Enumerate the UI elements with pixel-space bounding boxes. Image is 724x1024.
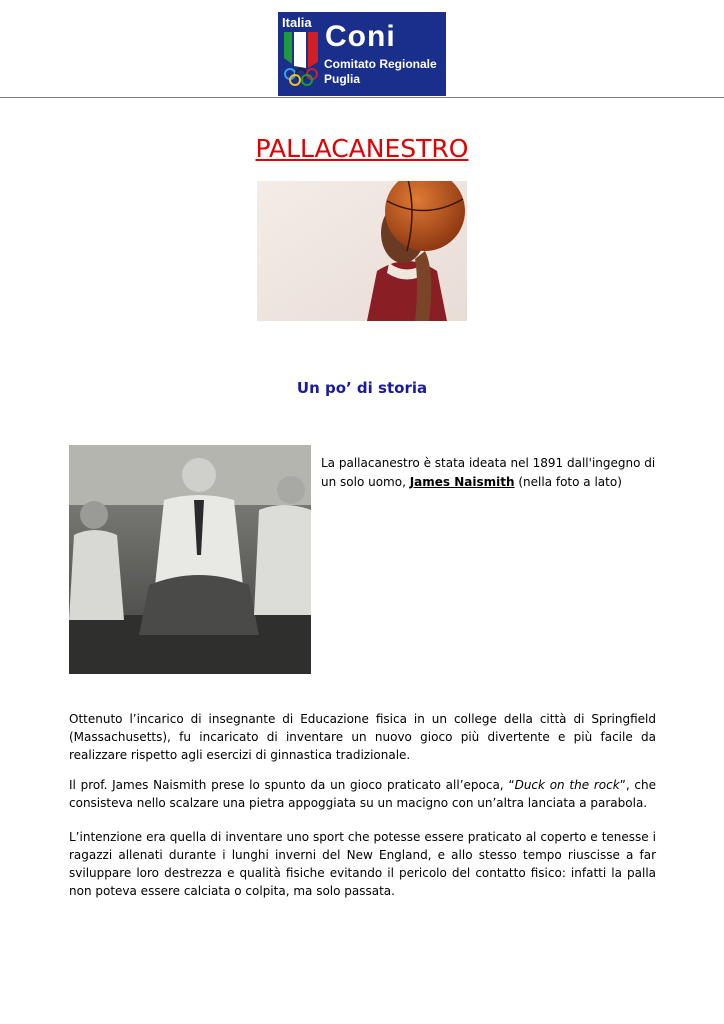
naismith-name: James Naismith bbox=[409, 475, 515, 489]
header-divider bbox=[0, 97, 724, 98]
naismith-photo bbox=[69, 445, 311, 674]
intro-text bbox=[321, 454, 657, 492]
logo-comitato: Comitato Regionale bbox=[324, 57, 437, 71]
logo-italia: Italia bbox=[282, 15, 312, 30]
duck-on-the-rock: Duck on the rock bbox=[514, 778, 620, 792]
paragraph-3: L’intenzione era quella di inventare uno sport che potesse essere praticato al coperto e tenesse i ragazzi allenati durante i lunghi inverni del New England, e allo stesso tempo riuscisse a far sviluppare loro destrezza e qualità fisiche evitando il pericolo del contatto fisico: infatti la palla non poteva essere calciata o colpita, ma solo passata. bbox=[69, 830, 656, 898]
basketball-child-photo bbox=[257, 181, 467, 321]
paragraph-2 bbox=[69, 776, 656, 812]
page-title: PALLACANESTRO bbox=[255, 134, 469, 163]
intro-before: La pallacanestro è stata ideata nel 1891 dall'ingegno di un solo uomo, bbox=[321, 456, 656, 489]
p2-after: ”, che consisteva nello scalzare una pietra appoggiata su un macigno con un’altra lanciata a parabola. bbox=[69, 778, 656, 810]
section-heading: Un po’ di storia bbox=[296, 379, 428, 397]
logo-coni: Coni bbox=[325, 20, 396, 53]
paragraph-1: Ottenuto l’incarico di insegnante di Educazione fisica in un college della città di Springfield (Massachusetts), fu incaricato di inventare un nuovo gioco più divertente e più facile da realizzare rispetto agli esercizi di ginnastica tradizionale. bbox=[69, 712, 656, 762]
p2-before: Il prof. James Naismith prese lo spunto da un gioco praticato all’epoca, “ bbox=[69, 778, 515, 792]
intro-after: (nella foto a lato) bbox=[514, 475, 622, 489]
coni-logo bbox=[278, 12, 446, 96]
logo-puglia: Puglia bbox=[324, 72, 361, 86]
